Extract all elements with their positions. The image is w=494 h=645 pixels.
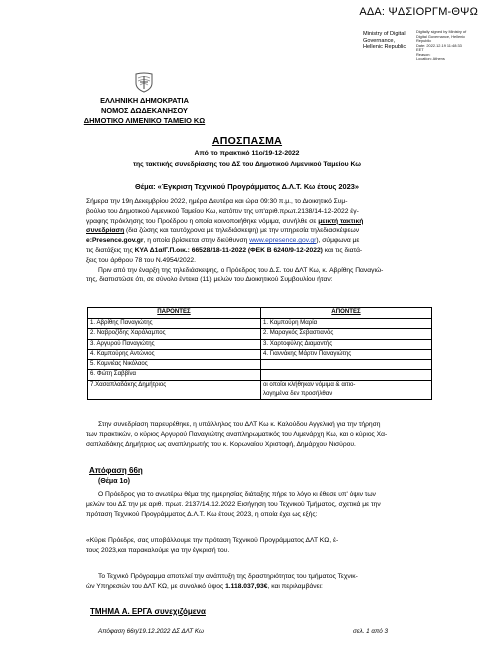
- attendees-paragraph: Στην συνεδρίαση παρευρέθηκε, η υπάλληλος του ΔΛΤ Κω κ. Καλούδου Αγγελική για την τήρηση των πρακτικών, ο κύριος Αργυρού Παναγιώτης αναπληρωματικός του Λιμενάρχη Κω, και ο κύριος Χα- σαπλαδάκης Δημήτριος ως αναπληρωτής του κ. Κορωναίου Χριστοφή, Δημάρχου Νισύρου.: [86, 421, 388, 448]
- decision-theme: (Θέμα 1ο): [98, 478, 130, 485]
- table-row: 4. Καμπούρης Αντώνιος 4. Γιαννάκης Μάρτιν Παναγιώτης: [88, 349, 432, 359]
- table-row: 2. Ναβροζίδης Χαράλαμπος 2. Μαραγκός Σεβαστιανός: [88, 329, 432, 339]
- header-organization: ΔΗΜΟΤΙΚΟ ΛΙΜΕΝΙΚΟ ΤΑΜΕΙΟ ΚΩ: [83, 116, 206, 125]
- table-row: 5. Κομνιέας Νικόλαος: [88, 360, 432, 370]
- digital-signature: [363, 30, 488, 66]
- header-prefecture: ΝΟΜΟΣ ΔΩΔΕΚΑΝΗΣΟΥ: [101, 106, 188, 115]
- signature-signer: Ministry of Digital Governance, Hellenic Republic: [363, 31, 407, 51]
- header-republic: ΕΛΛΗΝΙΚΗ ΔΗΜΟΚΡΑΤΙΑ: [100, 96, 189, 105]
- table-row: 6. Φώτη Σαββίνα: [88, 370, 432, 380]
- minutes-reference: Από το πρακτικό 11ο/19-12-2022: [194, 150, 300, 157]
- signature-details: Digitally signed by Ministry of Digital Governance, Hellenic Republic Date: 2022.12.19 11:48:33 EET Reason: Location: Athens: [416, 30, 467, 61]
- decision-paragraph: Ο Πρόεδρος για το ανωτέρω θέμα της ημερησίας διάταξης πήρε το λόγο κι έθεσε υπ' όψιν των μελών του ΔΣ την με αριθ. πρωτ. 2137/14.12.2022 Εισήγηση του Τεχνικού Τμήματος, σχετικά με την πρόταση Τεχνικού Προγράμματος Δ.Λ.Τ. Κω έτους 2023, η οποία έχει ως εξής:: [86, 491, 381, 518]
- table-row: 3. Αργυρού Παναγιώτης 3. Χαρτοφύλης Διαμαντής: [88, 339, 432, 349]
- intro-paragraph: Σήμερα την 19η Δεκεμβρίου 2022, ημέρα Δευτέρα και ώρα 09:30 π.μ., το Διοικητικό Συμ- βούλιο του Δημοτικού Λιμενικού Ταμείου Κω, κατόπιν της υπ'αριθ.πρωτ.2138/14-12-2022 έγ- γραφης πρόκλησης του Προέδρου η οποία κοινοποιήθηκε νόμιμα, συνήλθε σε μεικτή τακτική συνεδρίαση (δια ζώσης και ταυτόχρονα με τηλεδιάσκεψη) με την υπηρεσία τηλεδιασκέψεων e:Presence.gov.gr, η οποία βρίσκεται στην διεύθυνση www.epresence.gov.gr), σύμφωνα με τις διατάξεις της ΚΥΑ Δ1α/Γ.Π.οικ.: 66528/18-11-2022 (ΦΕΚ Β 6240/9-12-2022) και τις διατά- ξεις του άρθρου 78 του Ν.4954/2022. Πριν από την έναρξη της τηλεδιάσκεψης, ο Πρόεδρος του Δ.Σ. του ΔΛΤ Κω, κ. Αβρίθης Παναγιώ- της, διαπιστώσε ότι, σε σύνολο έντεκα (11) μελών του Διοικητικού Συμβουλίου ήταν:: [86, 198, 384, 284]
- subject-line: Θέμα: «Έγκριση Τεχνικού Προγράμματος Δ.Λ.Τ. Κω έτους 2023»: [135, 182, 359, 191]
- present-header: ΠΑΡΟΝΤΕΣ: [88, 308, 261, 319]
- table-header-row: [88, 308, 432, 319]
- footer-decision-ref: Απόφαση 66η/19.12.2022 ΔΣ ΔΛΤ Κω: [98, 628, 204, 635]
- proposal-quote: «Κύριε Πρόεδρε, σας υποβάλλουμε την πρόταση Τεχνικού Προγράμματος ΔΛΤ ΚΩ, έ- τους 2023,και παρακαλούμε για την έγκρισή του.: [86, 537, 339, 554]
- ada-code: ΑΔΑ: ΨΔΣΙΟΡΓΜ-ΘΨΩ: [359, 6, 478, 18]
- decision-title: Απόφαση 66η: [89, 466, 143, 475]
- absent-header: ΑΠΟΝΤΕΣ: [261, 308, 432, 319]
- document-title: ΑΠΟΣΠΑΣΜΑ: [211, 135, 283, 147]
- attendance-table: [87, 307, 432, 400]
- technical-program-paragraph: Το Τεχνικό Πρόγραμμα αποτελεί την ανάπτυξη της δραστηριότητας του τμήματος Τεχνικ- ών Υπηρεσιών του ΔΛΤ ΚΩ, με συνολικό ύψος 1.118.037,93€, και περιλαμβάνει:: [86, 573, 358, 590]
- footer-page-number: σελ. 1 από 3: [353, 628, 388, 635]
- session-description: της τακτικής συνεδρίασης του ΔΣ του Δημοτικού Λιμενικού Ταμείου Κω: [133, 161, 361, 168]
- table-row: 1. Αβρίθης Παναγιώτης 1. Καμπούρη Μαρία: [88, 319, 432, 329]
- table-row: 7.Χασαπλαδάκης Δημήτριος οι οποίοι κλήθηκαν νόμιμα & αιτιο- λογημένα δεν προσήλθαν: [88, 380, 432, 399]
- section-heading: ΤΜΗΜΑ Α. ΕΡΓΑ συνεχιζόμενα: [90, 607, 206, 616]
- hellenic-emblem-icon: [134, 72, 154, 93]
- epresence-link[interactable]: www.epresence.gov.gr: [249, 237, 317, 245]
